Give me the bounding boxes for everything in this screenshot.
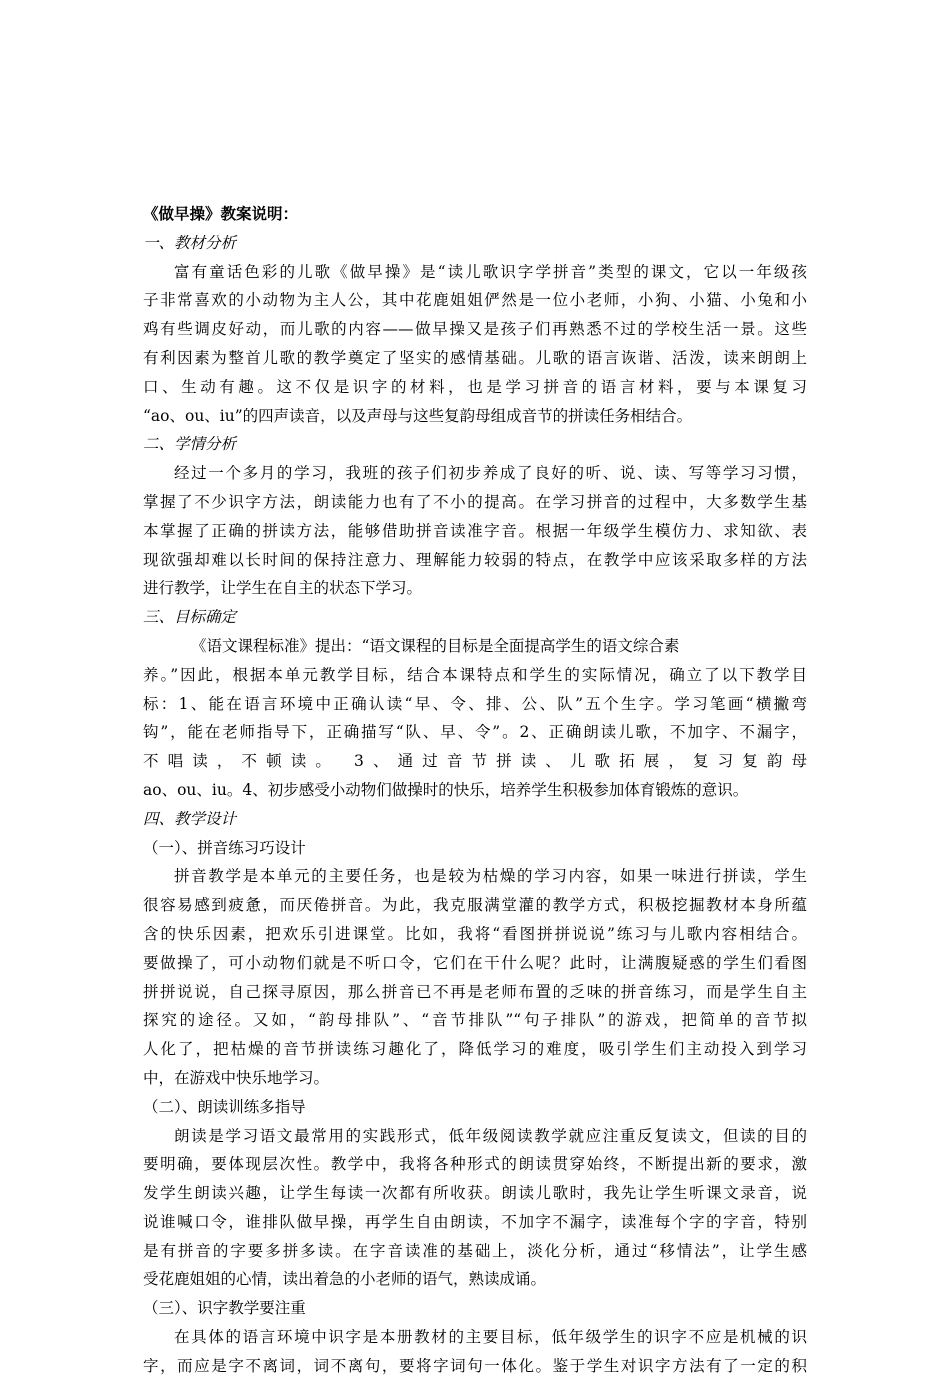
paragraph-line: 朗读是学习语文最常用的实践形式，低年级阅读教学就应注重反复读文，但读的目的 bbox=[174, 1126, 807, 1145]
paragraph-line: 是有拼音的字要多拼多读。在字音读准的基础上，淡化分析，通过“移情法”，让学生感 bbox=[143, 1241, 807, 1260]
paragraph-line: 很容易感到疲惫，而厌倦拼音。为此，我克服满堂灌的教学方式，积极挖掘教材本身所蕴 bbox=[143, 896, 807, 915]
paragraph-line: 不唱读，不顿读。 3、通过音节拼读、儿歌拓展，复习复韵母 bbox=[143, 752, 807, 771]
paragraph-line: 拼音教学是本单元的主要任务，也是较为枯燥的学习内容，如果一味进行拼读，学生 bbox=[174, 867, 807, 886]
paragraph-line: 人化了，把枯燥的音节拼读练习趣化了，降低学习的难度，吸引学生们主动投入到学习 bbox=[143, 1040, 807, 1059]
paragraph-line: （二）、朗读训练多指导 bbox=[143, 1097, 306, 1116]
paragraph-line: 子非常喜欢的小动物为主人公，其中花鹿姐姐俨然是一位小老师，小狗、小猫、小兔和小 bbox=[143, 291, 807, 310]
paragraph-line: 中，在游戏中快乐地学习。 bbox=[143, 1068, 330, 1087]
section-heading: 三、目标确定 bbox=[143, 608, 237, 627]
paragraph-line: 富有童话色彩的儿歌《做早操》是“读儿歌识字学拼音”类型的课文，它以一年级孩 bbox=[174, 262, 807, 281]
paragraph-line: 现欲强却难以长时间的保持注意力、理解能力较弱的特点，在教学中应该采取多样的方法 bbox=[143, 550, 807, 569]
paragraph-line: 本掌握了正确的拼读方法，能够借助拼音读准字音。根据一年级学生模仿力、求知欲、表 bbox=[143, 521, 807, 540]
section-heading: 四、教学设计 bbox=[143, 809, 237, 828]
section-heading: 二、学情分析 bbox=[143, 435, 237, 454]
document-body bbox=[143, 200, 807, 1381]
paragraph-line: 受花鹿姐姐的心情，读出着急的小老师的语气，熟读成诵。 bbox=[143, 1270, 547, 1289]
paragraph-line: 拼拼说说，自己探寻原因，那么拼音已不再是老师布置的乏味的拼音练习，而是学生自主 bbox=[143, 982, 807, 1001]
paragraph-line: “ao、ou、iu”的四声读音，以及声母与这些复韵母组成音节的拼读任务相结合。 bbox=[143, 406, 693, 425]
paragraph-line: 发学生朗读兴趣，让学生每读一次都有所收获。朗读儿歌时，我先让学生听课文录音，说 bbox=[143, 1184, 807, 1203]
paragraph-line: 含的快乐因素，把欢乐引进课堂。比如，我将“看图拼拼说说”练习与儿歌内容相结合。 bbox=[143, 924, 807, 943]
paragraph-line: 养。”因此，根据本单元教学目标，结合本课特点和学生的实际情况，确立了以下教学目 bbox=[143, 665, 807, 684]
paragraph-line: ao、ou、iu。4、初步感受小动物们做操时的快乐，培养学生积极参加体育锻炼的意识。 bbox=[143, 780, 749, 799]
paragraph-line: 鸡有些调皮好动，而儿歌的内容——做早操又是孩子们再熟悉不过的学校生活一景。这些 bbox=[143, 320, 807, 339]
paragraph-line: 要做操了，可小动物们就是不听口令，它们在干什么呢？此时，让满腹疑惑的学生们看图 bbox=[143, 953, 807, 972]
paragraph-line: 掌握了不少识字方法，朗读能力也有了不小的提高。在学习拼音的过程中，大多数学生基 bbox=[143, 492, 807, 511]
paragraph-line: 经过一个多月的学习，我班的孩子们初步养成了良好的听、说、读、写等学习习惯， bbox=[174, 464, 807, 483]
paragraph-line: 说谁喊口令，谁排队做早操，再学生自由朗读，不加字不漏字，读准每个字的字音，特别 bbox=[143, 1212, 807, 1231]
document-title: 《做早操》教案说明： bbox=[143, 204, 299, 223]
section-heading: 一、教材分析 bbox=[143, 233, 237, 252]
paragraph-line: 进行教学，让学生在自主的状态下学习。 bbox=[143, 579, 423, 598]
paragraph-line: 有利因素为整首儿歌的教学奠定了坚实的感情基础。儿歌的语言诙谐、活泼，读来朗朗上 bbox=[143, 348, 807, 367]
paragraph-line: 探究的途径。又如，“韵母排队”、“音节排队”“句子排队”的游戏，把简单的音节拟 bbox=[143, 1011, 807, 1030]
paragraph-line: （一）、拼音练习巧设计 bbox=[143, 838, 306, 857]
paragraph-line: 《语文课程标准》提出：“语文课程的目标是全面提高学生的语文综合素 bbox=[191, 636, 680, 655]
paragraph-line: 在具体的语言环境中识字是本册教材的主要目标，低年级学生的识字不应是机械的识 bbox=[174, 1328, 807, 1347]
paragraph-line: 口、生动有趣。这不仅是识字的材料，也是学习拼音的语言材料，要与本课复习 bbox=[143, 377, 807, 396]
paragraph-line: 钩”，能在老师指导下，正确描写“队、早、令”。2、正确朗读儿歌，不加字、不漏字， bbox=[143, 723, 807, 742]
paragraph-line: （三）、识字教学要注重 bbox=[143, 1299, 306, 1318]
paragraph-line: 要明确，要体现层次性。教学中，我将各种形式的朗读贯穿始终，不断提出新的要求，激 bbox=[143, 1155, 807, 1174]
paragraph-line: 字，而应是字不离词，词不离句，要将字词句一体化。鉴于学生对识字方法有了一定的积 bbox=[143, 1356, 807, 1375]
paragraph-line: 标：1、能在语言环境中正确认读“早、令、排、公、队”五个生字。学习笔画“横撇弯 bbox=[143, 694, 807, 713]
